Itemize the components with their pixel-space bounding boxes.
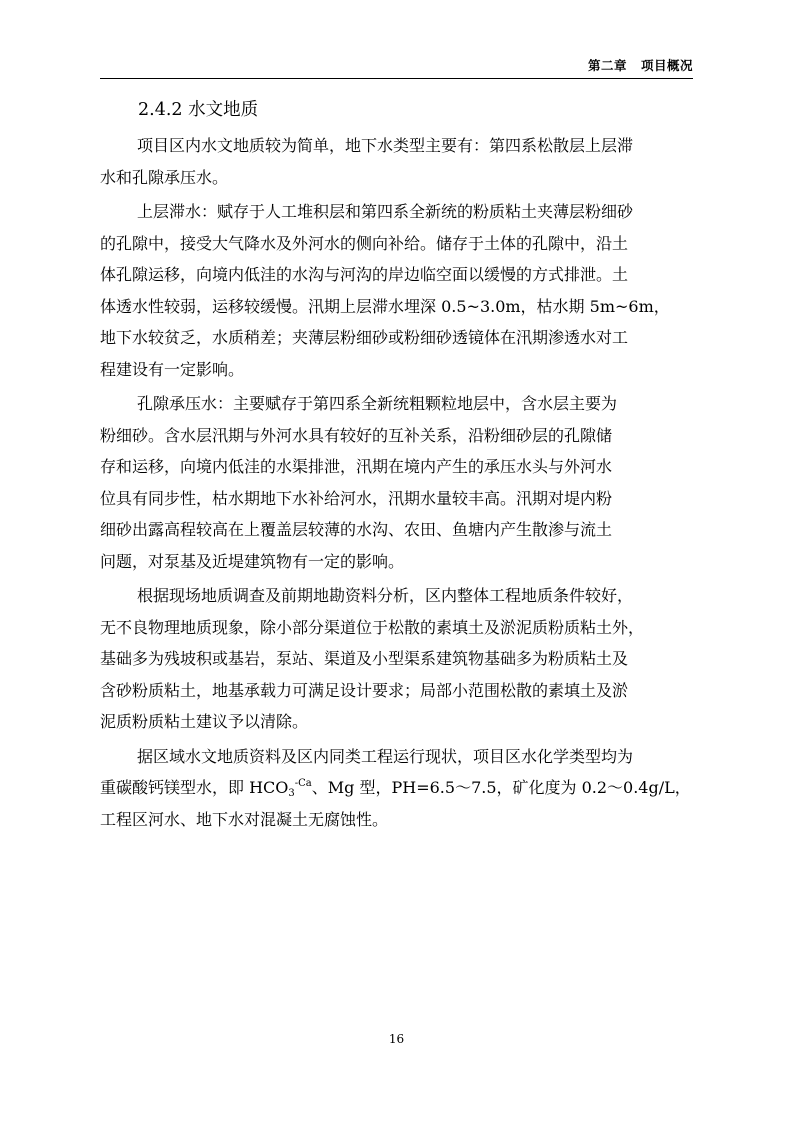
text-line: 含砂粉质粘土，地基承载力可满足设计要求；局部小范围松散的素填土及淤: [100, 680, 629, 700]
section-heading: 2.4.2 水文地质: [138, 100, 259, 120]
text-line: 体孔隙运移，向境内低洼的水沟与河沟的岸边临空面以缓慢的方式排泄。土: [100, 265, 629, 284]
chapter-label: 第二章: [587, 58, 627, 73]
text-line: 项目区内水文地质较为简单，地下水类型主要有：第四系松散层上层滞: [137, 136, 634, 155]
paragraph-engineering-geology: [100, 580, 694, 738]
paragraph-water-chemistry: [100, 741, 694, 836]
paragraph-perched-water: [100, 196, 694, 385]
header-rule: [100, 78, 693, 79]
text-line: 据区域水文地质资料及区内同类工程运行现状，项目区水化学类型均为: [137, 746, 634, 766]
paragraph-groundwater-types: [100, 130, 694, 193]
body-content: [100, 130, 694, 838]
text-line: 工程区河水、地下水对混凝土无腐蚀性。: [100, 809, 389, 829]
text-line: 上层滞水：赋存于人工堆积层和第四系全新统的粉质粘土夹薄层粉细砂: [137, 202, 634, 221]
text-line: 水和孔隙承压水。: [100, 167, 229, 187]
formula-superscript: -Ca: [294, 778, 312, 789]
text-line: 基础多为残坡积或基岩，泵站、渠道及小型渠系建筑物基础多为粉质粘土及: [100, 649, 629, 668]
text-line: 程建设有一定影响。: [100, 359, 245, 379]
text-line: 粉细砂。含水层汛期与外河水具有较好的互补关系，沿粉细砂层的孔隙储: [100, 425, 613, 445]
text-line: 位具有同步性，枯水期地下水补给河水，汛期水量较丰高。汛期对堤内粉: [100, 488, 613, 508]
text-line: 体透水性较弱，运移较缓慢。汛期上层滞水埋深 0.5~3.0m，枯水期 5m~6m，: [100, 296, 670, 316]
page-number: 16: [388, 1032, 405, 1046]
text-line: 无不良物理地质现象，除小部分渠道位于松散的素填土及淤泥质粉质粘土外，: [100, 617, 645, 637]
text-line-formula: [63, 772, 694, 804]
page-header: [100, 56, 693, 74]
text-line: 细砂出露高程较高在上覆盖层较薄的水沟、农田、鱼塘内产生散渗与流土: [100, 520, 613, 539]
text-line: 的孔隙中，接受大气降水及外河水的侧向补给。储存于土体的孔隙中，沿土: [100, 233, 629, 253]
paragraph-confined-water: [100, 388, 694, 577]
formula-prefix: 重碳酸钙镁型水，即 HCO: [100, 778, 289, 797]
formula-subscript: 3: [288, 788, 295, 799]
text-line: 存和运移，向境内低洼的水渠排泄，汛期在境内产生的承压水头与外河水: [100, 457, 613, 476]
text-line: 孔隙承压水：主要赋存于第四系全新统粗颗粒地层中，含水层主要为: [137, 394, 618, 413]
text-line: 根据现场地质调查及前期地勘资料分析，区内整体工程地质条件较好，: [137, 586, 634, 605]
text-line: 问题，对泵基及近堤建筑物有一定的影响。: [100, 551, 405, 571]
chapter-title: 项目概况: [640, 58, 693, 73]
text-line: 地下水较贫乏，水质稍差；夹薄层粉细砂或粉细砂透镜体在汛期渗透水对工: [100, 328, 629, 347]
formula-suffix: 、Mg 型，PH=6.5～7.5，矿化度为 0.2～0.4g/L，: [311, 778, 691, 797]
text-line: 泥质粉质粘土建议予以清除。: [100, 712, 309, 731]
